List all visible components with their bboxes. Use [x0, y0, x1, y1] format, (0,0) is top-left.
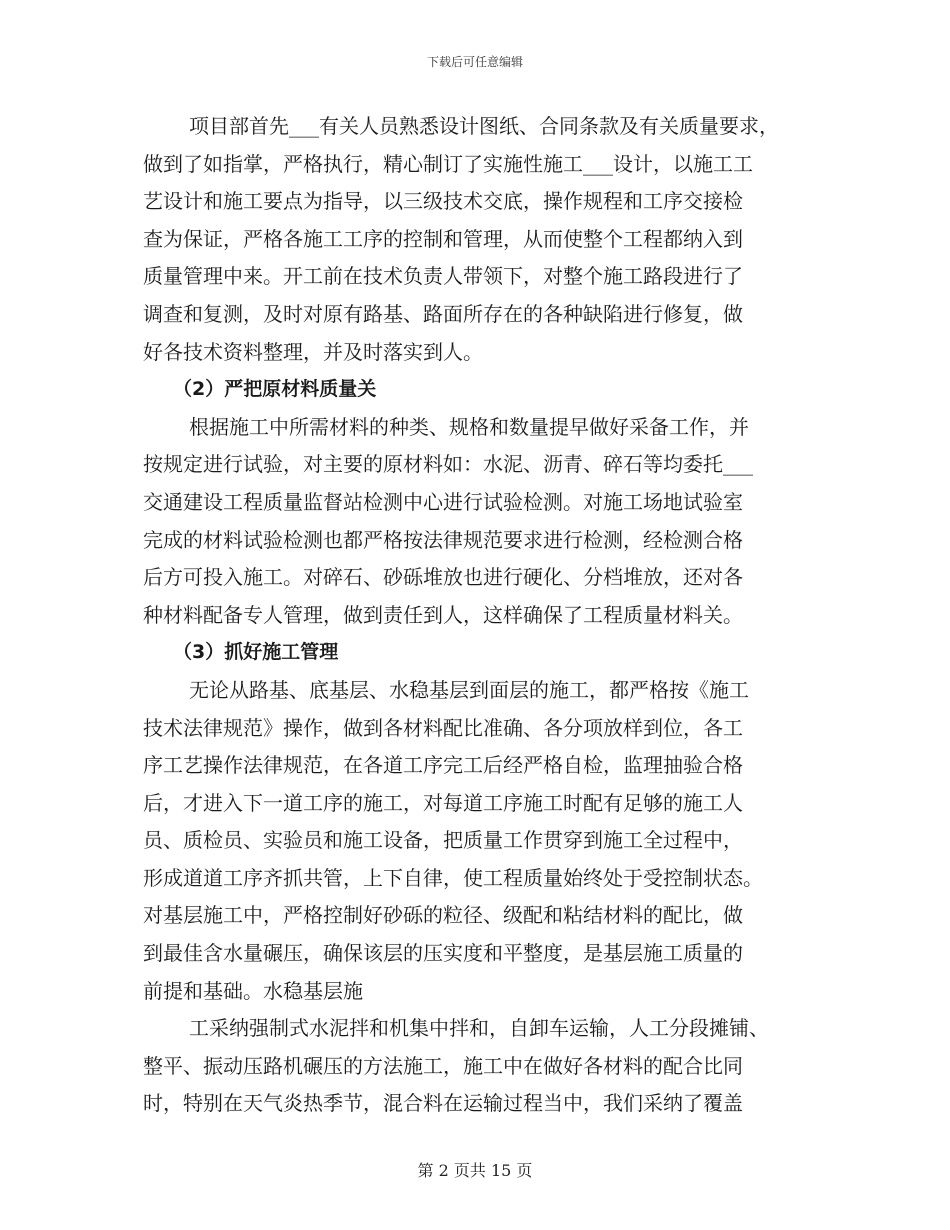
text-line: 按规定进行试验，对主要的原材料如：水泥、沥青、碎石等均委托___: [143, 452, 753, 477]
text-line: 根据施工中所需材料的种类、规格和数量提早做好采备工作，并: [189, 414, 749, 439]
text-line: 查为保证，严格各施工工序的控制和管理，从而使整个工程都纳入到: [143, 226, 743, 251]
text-line: 项目部首先___有关人员熟悉设计图纸、合同条款及有关质量要求，: [189, 114, 779, 138]
text-line: 艺设计和施工要点为指导，以三级技术交底，操作规程和工序交接检: [143, 189, 743, 214]
text-line: 前提和基础。水稳基层施: [143, 978, 363, 1003]
text-line: 员、质检员、实验员和施工设备，把质量工作贯穿到施工全过程中，: [143, 828, 743, 853]
text-line: 做到了如指掌，严格执行，精心制订了实施性施工___设计，以施工工: [143, 151, 753, 176]
section-heading: （3）抓好施工管理: [173, 641, 339, 664]
text-line: 好各技术资料整理，并及时落实到人。: [143, 339, 483, 364]
text-line: 无论从路基、底基层、水稳基层到面层的施工，都严格按《施工: [189, 677, 749, 702]
page-number: 第 2 页共 15 页: [417, 1161, 533, 1180]
text-line: 时，特别在天气炎热季节，混合料在运输过程当中，我们采纳了覆盖: [143, 1091, 743, 1116]
page-header: 下载后可任意编辑: [426, 55, 523, 69]
text-line: 序工艺操作法律规范，在各道工序完工后经严格自检，监理抽验合格: [143, 753, 743, 778]
text-line: 技术法律规范》操作，做到各材料配比准确、各分项放样到位，各工: [143, 715, 743, 740]
text-line: 调查和复测，及时对原有路基、路面所存在的各种缺陷进行修复，做: [143, 301, 743, 326]
text-line: 整平、振动压路机碾压的方法施工，施工中在做好各材料的配合比同: [143, 1053, 743, 1078]
text-line: 交通建设工程质量监督站检测中心进行试验检测。对施工场地试验室: [143, 489, 743, 514]
text-line: 工采纳强制式水泥拌和机集中拌和，自卸车运输，人工分段摊铺、: [189, 1016, 769, 1041]
text-line: 形成道道工序齐抓共管，上下自律，使工程质量始终处于受控制状态。: [143, 865, 763, 890]
text-line: 后方可投入施工。对碎石、砂砾堆放也进行硬化、分档堆放，还对各: [143, 565, 743, 590]
text-line: 后，才进入下一道工序的施工，对每道工序施工时配有足够的施工人: [143, 790, 743, 815]
document-body: [143, 108, 808, 1123]
section-heading: （2）严把原材料质量关: [173, 378, 377, 401]
text-line: 完成的材料试验检测也都严格按法律规范要求进行检测，经检测合格: [143, 527, 743, 552]
text-line: 对基层施工中，严格控制好砂砾的粒径、级配和粘结材料的配比，做: [143, 903, 743, 928]
text-line: 种材料配备专人管理，做到责任到人，这样确保了工程质量材料关。: [143, 602, 743, 627]
text-line: 到最佳含水量碾压，确保该层的压实度和平整度，是基层施工质量的: [143, 941, 743, 966]
text-line: 质量管理中来。开工前在技术负责人带领下，对整个施工路段进行了: [143, 264, 743, 289]
